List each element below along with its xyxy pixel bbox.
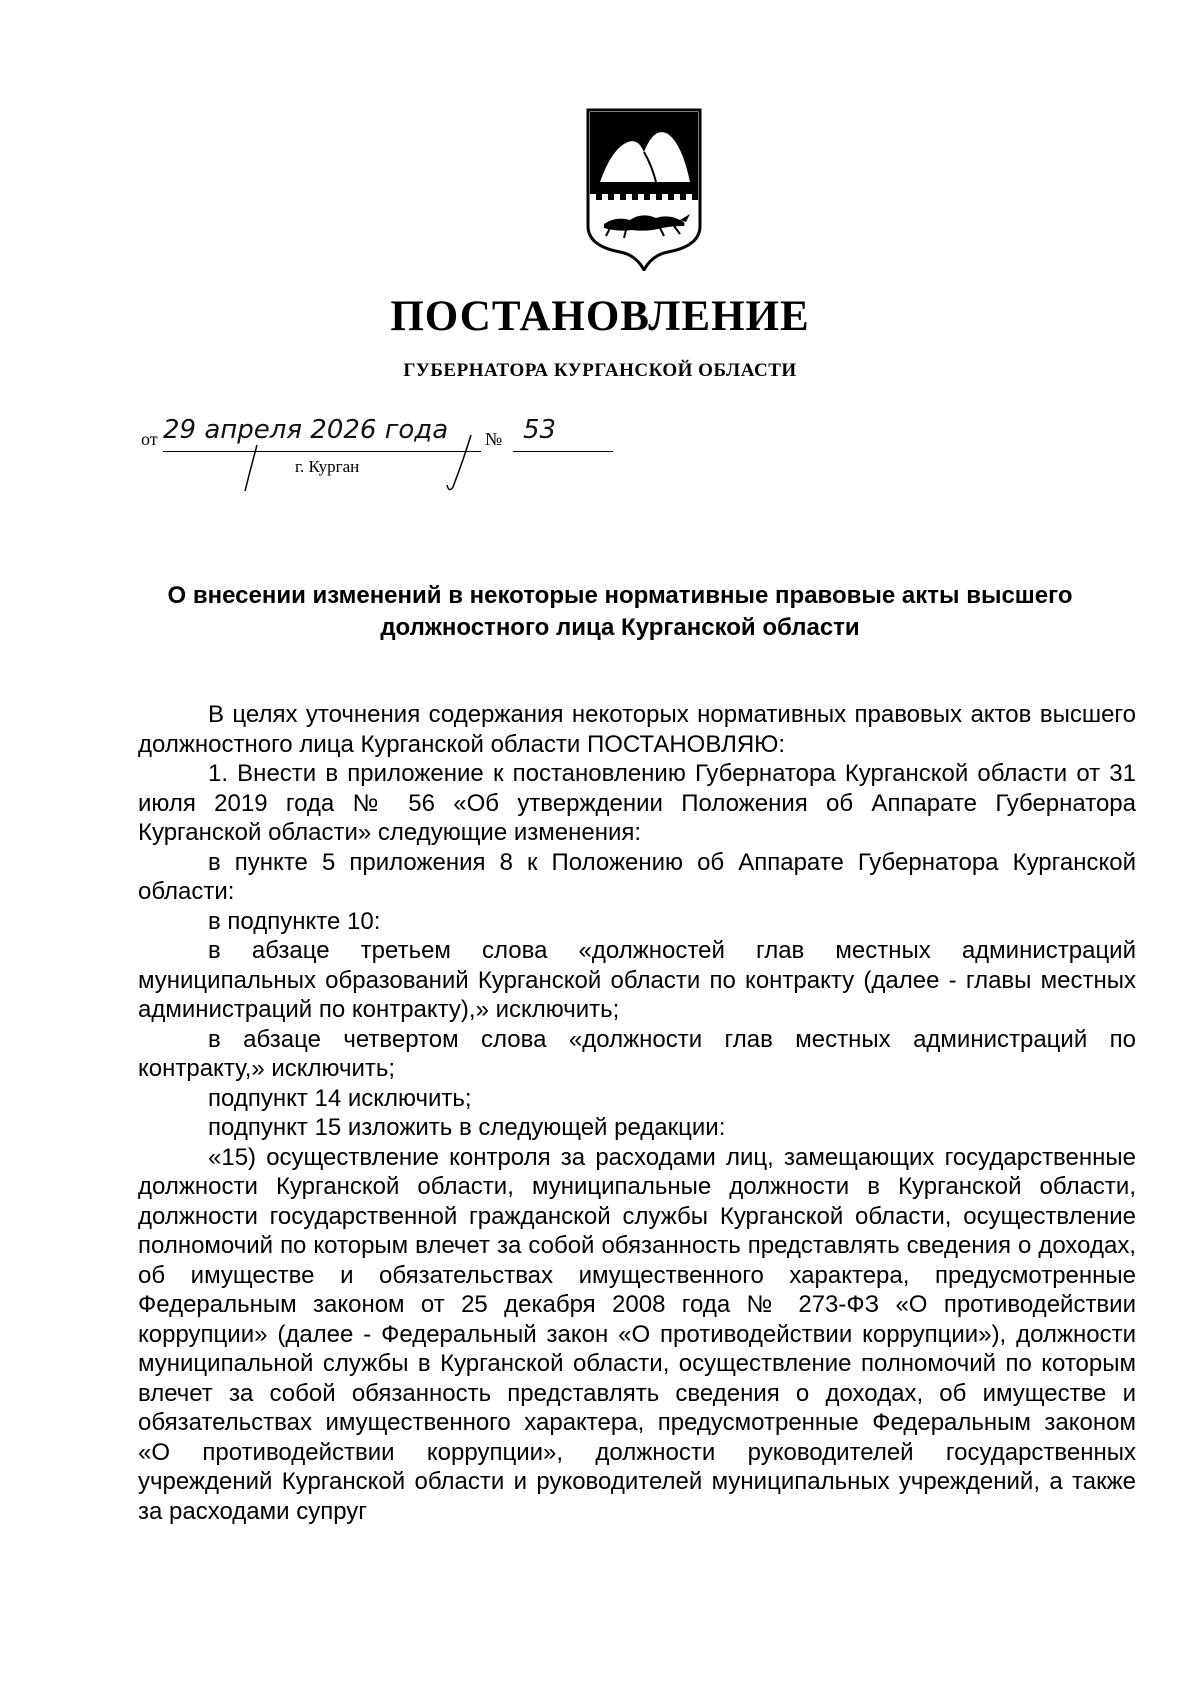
- document-title: ПОСТАНОВЛЕНИЕ: [390, 293, 810, 340]
- date-number-line: [141, 415, 641, 505]
- date-underline: [163, 451, 481, 452]
- body-paragraph: В целях уточнения содержания некоторых нормативных правовых актов высшего должностного лица Курганской области ПОСТАНОВЛЯЮ:: [138, 701, 1136, 758]
- pen-stroke-mark: [241, 443, 261, 495]
- body-paragraph: подпункт 14 исключить;: [208, 1084, 472, 1112]
- date-prefix-label: от: [141, 429, 158, 449]
- handwritten-date: 29 апреля 2026 года: [163, 415, 449, 445]
- document-subtitle: ГУБЕРНАТОРА КУРГАНСКОЙ ОБЛАСТИ: [403, 360, 797, 381]
- handwritten-number: 53: [523, 415, 557, 445]
- body-paragraph: в абзаце третьем слова «должностей глав местных администраций муниципальных образований Курганской области по контракту (далее - главы местных администраций по контракту),» исключить;: [138, 937, 1136, 1023]
- number-label: №: [485, 429, 503, 449]
- body-paragraph: 1. Внести в приложение к постановлению Губернатора Курганской области от 31 июля 2019 года № 56 «Об утверждении Положения об Аппарате Губернатора Курганской области» следующие изменения:: [138, 760, 1136, 846]
- body-paragraph: подпункт 15 изложить в следующей редакции:: [208, 1114, 726, 1141]
- city-label: г. Курган: [295, 457, 360, 476]
- body-paragraph: в подпункте 10:: [208, 907, 381, 935]
- body-paragraph: «15) осуществление контроля за расходами лиц, замещающих государственные должности Курганской области, муниципальные должности в Курганской области, должности государственной гражданской службы Курганской области, осуществление полномочий по которым влечет за собой обязанность представлять сведения о доходах, об имуществе и обязательствах имущественного характера, предусмотренные Федеральным законом от 25 декабря 2008 года № 273-ФЗ «О противодействии коррупции» (далее - Федеральный закон «О противодействии коррупции»), должности муниципальной службы в Курганской области, осуществление полномочий по которым влечет за собой обязанность представлять сведения о доходах, об имуществе и обязательствах имущественного характера, предусмотренные Федеральным законом «О противодействии коррупции», должности руководителей государственных учреждений Курганской области и руководителей муниципальных учреждений, а также за расходами супруг: [138, 1143, 1136, 1525]
- document-body: [138, 700, 1136, 1526]
- body-paragraph: в абзаце четвертом слова «должности глав местных администраций по контракту,» исключить;: [138, 1025, 1136, 1082]
- coat-of-arms-emblem: [582, 108, 706, 271]
- body-paragraph: в пункте 5 приложения 8 к Положению об Аппарате Губернатора Курганской области:: [138, 848, 1136, 905]
- document-subject: О внесении изменений в некоторые нормативные правовые акты высшего должностного лица Курганской области: [167, 582, 1073, 641]
- pen-stroke-mark: [441, 431, 477, 495]
- number-underline: [513, 451, 613, 452]
